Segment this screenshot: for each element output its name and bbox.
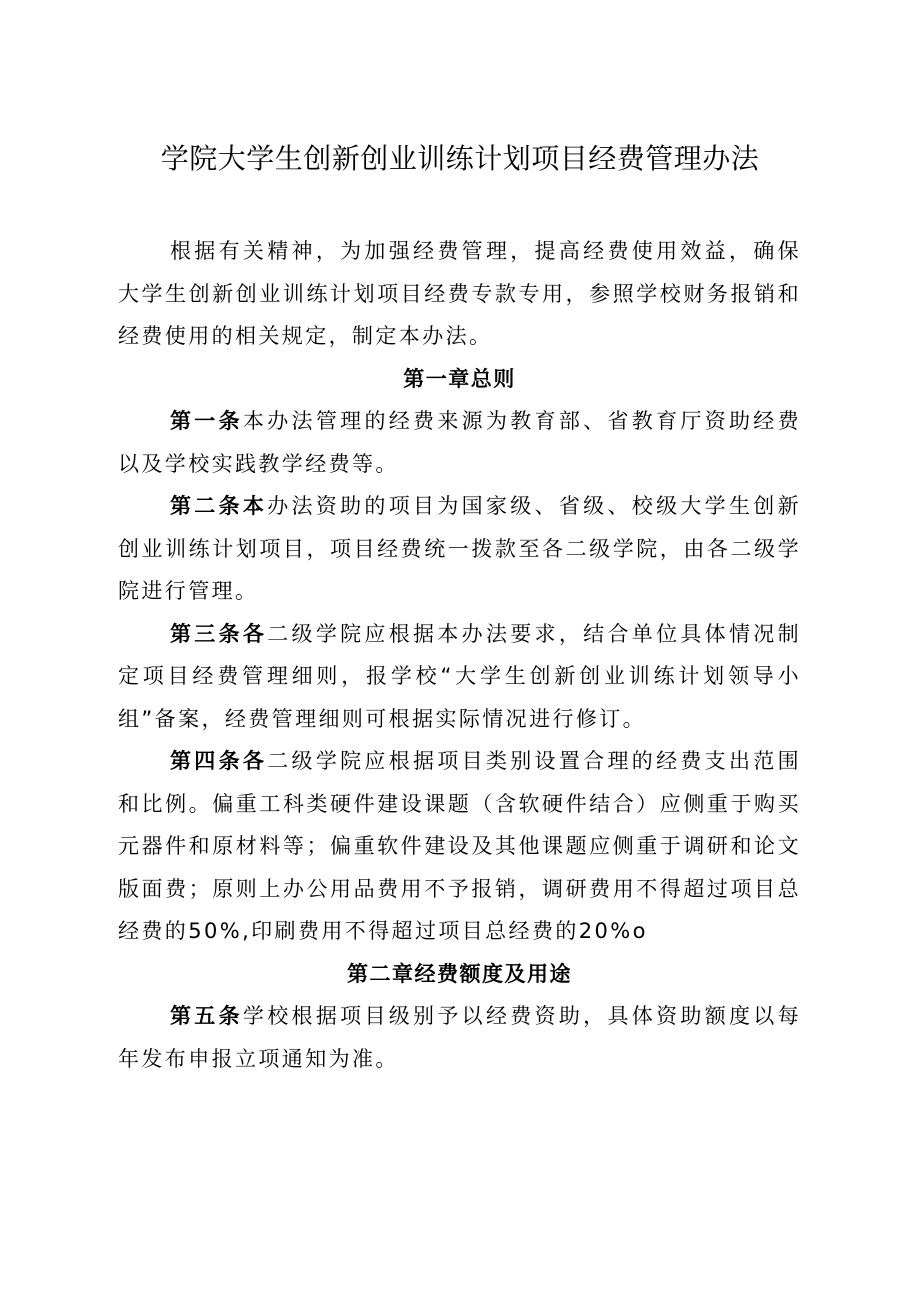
article-5 <box>118 995 801 1080</box>
chapter-2-heading: 第二章经费额度及用途 <box>347 961 572 986</box>
document-body <box>118 230 801 1080</box>
article-5-text: 学校根据项目级别予以经费资助，具体资助额度以每年发布申报立项通知为准。 <box>118 1004 802 1071</box>
document-title: 学院大学生创新创业训练计划项目经费管理办法 <box>160 142 760 175</box>
article-1-text: 本办法管理的经费来源为教育部、省教育厅资助经费以及学校实践教学经费等。 <box>118 409 802 476</box>
chapter-1-heading: 第一章总则 <box>403 366 516 391</box>
article-3 <box>118 613 801 741</box>
article-4-text: 二级学院应根据项目类别设置合理的经费支出范围和比例。偏重工科类硬件建设课题（含软硬件结合）应侧重于购买元器件和原材料等；偏重软件建设及其他课题应侧重于调研和论文版面费；原则上办公用品费用不予报销，调研费用不得超过项目总经费的50%,印刷费用不得超过项目总经费的20%o <box>118 749 801 943</box>
article-2-text: 办法资助的项目为国家级、省级、校级大学生创新创业训练计划项目，项目经费统一拨款至各二级学院，由各二级学院进行管理。 <box>118 494 801 603</box>
article-1-label: 第一条 <box>170 409 243 433</box>
article-4 <box>118 740 801 953</box>
article-5-label: 第五条 <box>170 1004 243 1028</box>
article-2 <box>118 485 801 613</box>
intro-paragraph: 根据有关精神，为加强经费管理，提高经费使用效益，确保大学生创新创业训练计划项目经费专款专用，参照学校财务报销和经费使用的相关规定，制定本办法。 <box>118 239 801 348</box>
article-3-label: 第三条各 <box>170 621 268 646</box>
article-1 <box>118 400 801 485</box>
article-3-text: 二级学院应根据本办法要求，结合单位具体情况制定项目经费管理细则，报学校“大学生创新创业训练计划领导小组”备案，经费管理细则可根据实际情况进行修订。 <box>118 621 801 731</box>
article-2-label: 第二条本 <box>170 494 268 518</box>
article-4-label: 第四条各 <box>170 749 268 773</box>
